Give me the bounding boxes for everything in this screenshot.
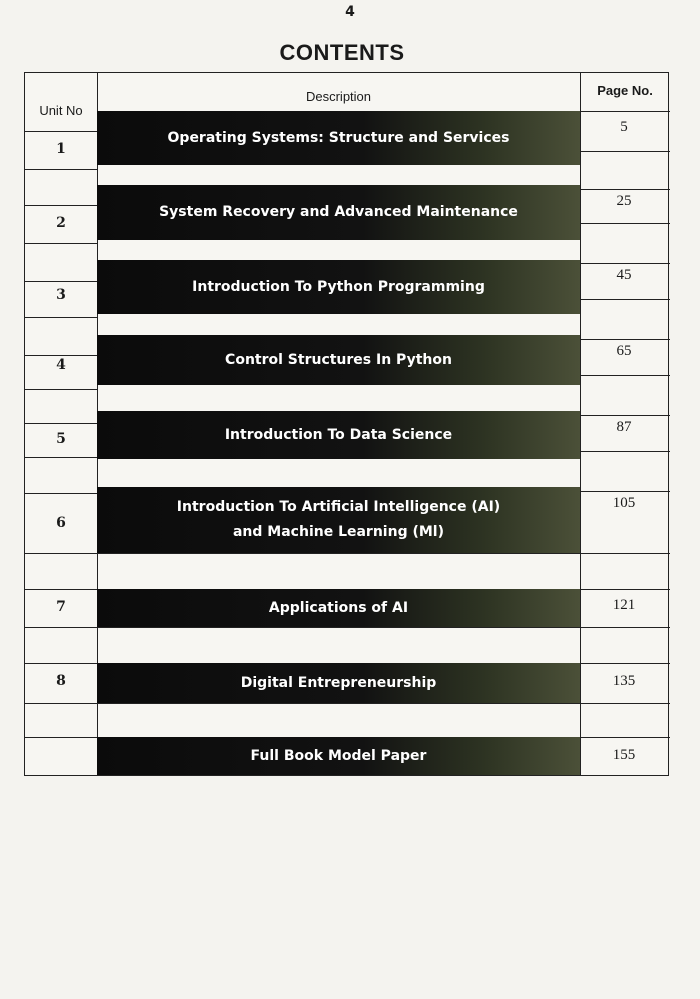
chapter-title-band: [97, 335, 580, 385]
row-divider: [25, 205, 97, 206]
contents-table: [24, 72, 669, 776]
row-divider: [580, 111, 670, 112]
unit-number: 6: [56, 515, 66, 531]
chapter-title-band: [97, 411, 580, 459]
chapter-title: Introduction To Python Programming: [192, 278, 485, 295]
unit-number: 3: [56, 287, 66, 303]
page-ref: 65: [616, 343, 632, 359]
row-divider: [25, 243, 97, 244]
unit-number: 8: [56, 673, 66, 689]
chapter-title-band: [97, 589, 580, 627]
unit-number: 4: [56, 357, 66, 373]
page-ref: 5: [620, 119, 628, 135]
row-divider: [25, 553, 670, 554]
page-ref: 155: [612, 747, 636, 763]
row-divider: [580, 375, 670, 376]
header-description: Description: [305, 89, 372, 104]
chapter-title: Control Structures In Python: [225, 351, 452, 368]
contents-title: CONTENTS: [279, 40, 405, 65]
row-divider: [580, 223, 670, 224]
page-number: 4: [345, 4, 355, 20]
unit-number: 5: [56, 431, 66, 447]
row-divider: [25, 457, 97, 458]
row-divider: [25, 493, 97, 494]
chapter-title: System Recovery and Advanced Maintenance: [159, 204, 518, 220]
row-divider: [25, 355, 97, 356]
chapter-title: Introduction To Artificial Intelligence (AI): [176, 499, 501, 515]
row-divider: [25, 703, 670, 704]
chapter-title-band: [97, 487, 580, 553]
chapter-title-band: [97, 260, 580, 314]
page-ref: 121: [612, 597, 636, 613]
row-divider: [25, 389, 97, 390]
header-unit-no: Unit No: [39, 103, 83, 118]
page-ref: 45: [616, 267, 632, 283]
chapter-title-band: [97, 663, 580, 703]
unit-number: 2: [56, 215, 66, 231]
chapter-title-band: [97, 111, 580, 165]
unit-number: 7: [56, 599, 66, 615]
chapter-title-band: [97, 185, 580, 240]
page-ref: 87: [616, 419, 632, 435]
chapter-title-line-2: and Machine Learning (Ml): [232, 524, 444, 540]
chapter-title: Full Book Model Paper: [250, 747, 427, 764]
header-page-no: Page No.: [597, 83, 653, 98]
row-divider: [580, 151, 670, 152]
row-divider: [25, 317, 97, 318]
chapter-title: Digital Entrepreneurship: [240, 674, 437, 691]
chapter-title: Operating Systems: Structure and Services: [167, 129, 510, 146]
page-ref: 25: [616, 193, 632, 209]
row-divider: [25, 627, 670, 628]
page-ref: 105: [612, 495, 636, 511]
chapter-title: Applications of AI: [268, 599, 409, 616]
row-divider: [580, 451, 670, 452]
chapter-title: Introduction To Data Science: [224, 426, 453, 443]
row-divider: [25, 131, 97, 132]
row-divider: [25, 169, 97, 170]
chapter-title-band: [97, 737, 580, 775]
row-divider: [25, 281, 97, 282]
unit-number: 1: [56, 141, 66, 157]
row-divider: [580, 299, 670, 300]
row-divider: [25, 423, 97, 424]
page-ref: 135: [612, 673, 636, 689]
